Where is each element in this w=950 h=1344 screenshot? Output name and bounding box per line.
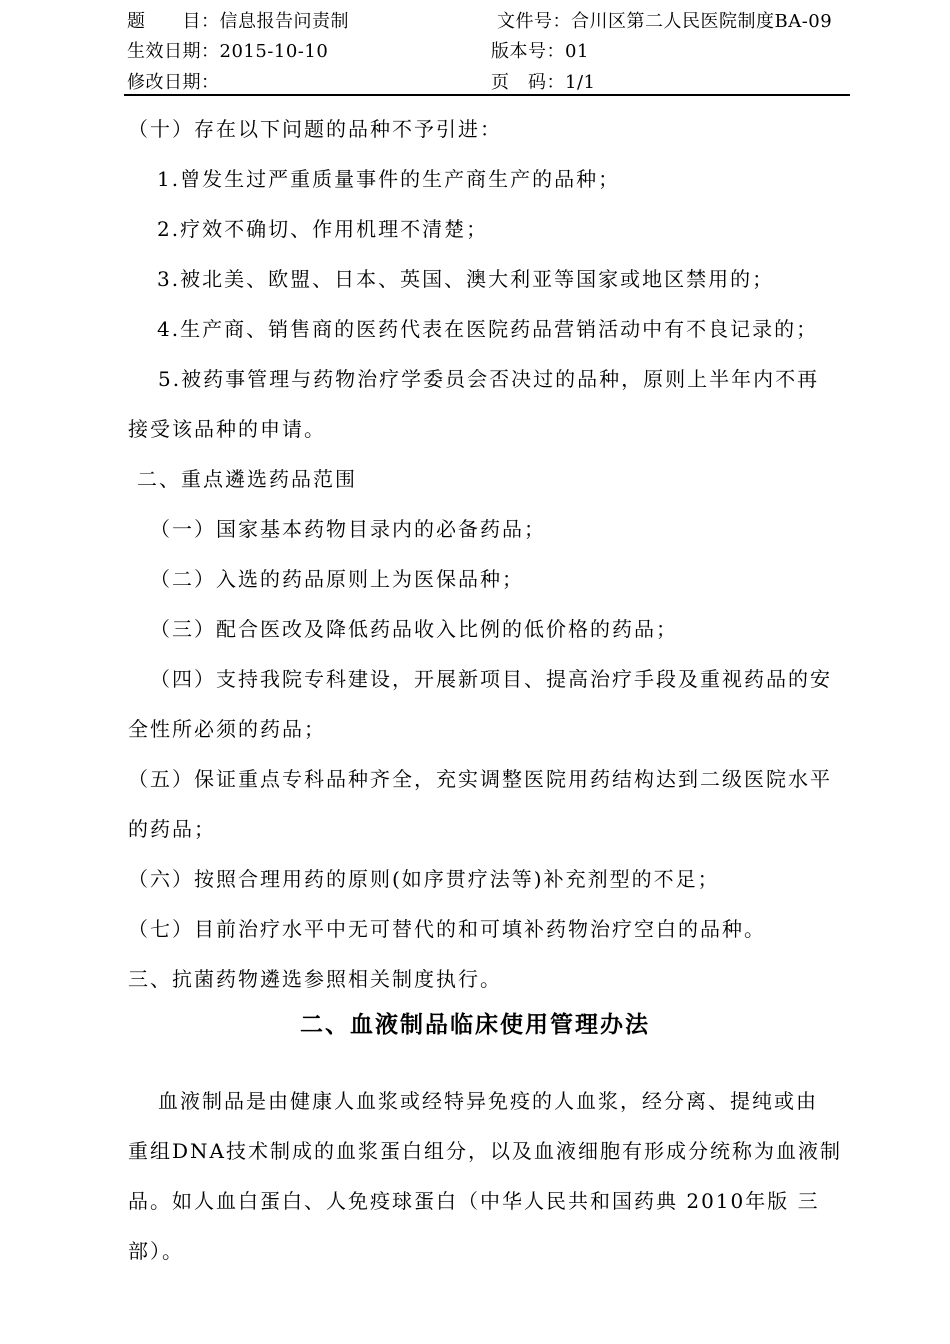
section-title: 二、血液制品临床使用管理办法	[300, 1012, 650, 1038]
header-divider	[124, 94, 850, 96]
paragraph: （七）目前治疗水平中无可替代的和可填补药物治疗空白的品种。	[128, 917, 766, 941]
header-revision-date: 修改日期：	[127, 72, 220, 93]
paragraph: 接受该品种的申请。	[128, 417, 326, 441]
header-effective-date: 生效日期：2015-10-10	[127, 41, 329, 62]
paragraph: 1.曾发生过严重质量事件的生产商生产的品种；	[157, 167, 621, 191]
paragraph: 4.生产商、销售商的医药代表在医院药品营销活动中有不良记录的；	[157, 317, 819, 341]
paragraph: 的药品；	[128, 817, 216, 841]
paragraph: （二）入选的药品原则上为医保品种；	[150, 567, 524, 591]
paragraph: （五）保证重点专科品种齐全，充实调整医院用药结构达到二级医院水平	[128, 767, 832, 791]
header-version: 版本号：01	[491, 41, 589, 62]
header-page-number: 页 码：1/1	[491, 72, 596, 93]
section-heading: 三、抗菌药物遴选参照相关制度执行。	[128, 967, 502, 991]
paragraph: 全性所必须的药品；	[128, 717, 326, 741]
paragraph: 5.被药事管理与药物治疗学委员会否决过的品种，原则上半年内不再	[158, 367, 820, 391]
paragraph: 2.疗效不确切、作用机理不清楚；	[157, 217, 489, 241]
paragraph: （一）国家基本药物目录内的必备药品；	[150, 517, 546, 541]
paragraph: （三）配合医改及降低药品收入比例的低价格的药品；	[150, 617, 678, 641]
paragraph: （六）按照合理用药的原则(如序贯疗法等)补充剂型的不足；	[128, 867, 720, 891]
paragraph: 部）。	[128, 1239, 184, 1263]
paragraph: （四）支持我院专科建设，开展新项目、提高治疗手段及重视药品的安	[150, 667, 832, 691]
header-doc-number: 文件号：合川区第二人民医院制度BA-09	[497, 11, 833, 32]
paragraph: （十）存在以下问题的品种不予引进：	[128, 117, 502, 141]
paragraph: 品。如人血白蛋白、人免疫球蛋白（中华人民共和国药典 2010年版 三	[128, 1189, 820, 1213]
paragraph: 3.被北美、欧盟、日本、英国、澳大利亚等国家或地区禁用的；	[157, 267, 775, 291]
paragraph: 重组DNA技术制成的血浆蛋白组分，以及血液细胞有形成分统称为血液制	[128, 1139, 842, 1163]
header-title: 题 目：信息报告问责制	[127, 11, 349, 32]
section-heading: 二、重点遴选药品范围	[137, 467, 357, 491]
paragraph: 血液制品是由健康人血浆或经特异免疫的人血浆，经分离、提纯或由	[158, 1089, 818, 1113]
